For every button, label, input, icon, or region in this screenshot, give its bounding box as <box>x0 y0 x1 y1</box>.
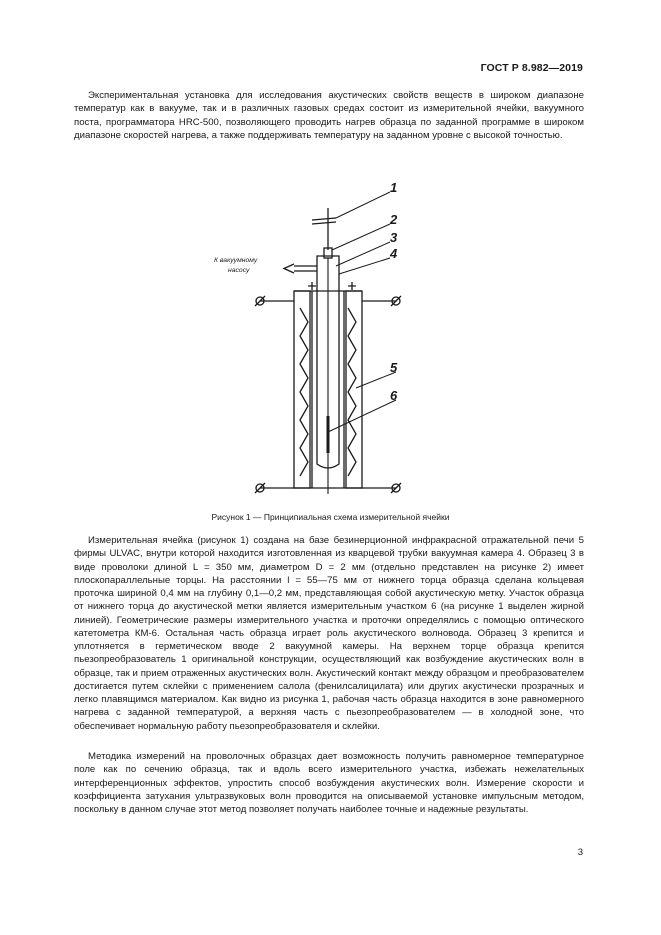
label-6: 6 <box>390 388 398 403</box>
label-3: 3 <box>390 230 398 245</box>
heater-right <box>348 308 356 476</box>
paragraph-method: Методика измерений на проволочных образцах дает возможность получить равномерное температурное поле как по сечению образца, так и вдоль всего измерительного участка, избежать нежелательных интерференционных эффектов, упростить способ возбуждения акустических волн. Измерение скорости и коэффициента затухания ультразвуковых волн проводится на описываемой установке импульсным методом, поскольку в данном случае этот метод позволяет получать наиболее точные и надежные результаты. <box>74 751 584 815</box>
pump-label-line2: насосу <box>228 267 250 274</box>
label-2: 2 <box>390 212 398 227</box>
paragraph-setup: Экспериментальная установка для исследования акустических свойств веществ в широком диапазоне температур как в вакууме, так и в различных газовых средах состоит из измерительной ячейки, вакуумного поста, программатора HRC-500, позволяющего проводить нагрев образца по заданной программе в широком диапазоне скоростей нагрева, а также поддерживать температуру на заданном уровне с высокой точностью. <box>74 90 584 141</box>
paragraph-cell-description: Измерительная ячейка (рисунок 1) создана на базе безинерционной инфракрасной отражательной печи 5 фирмы ULVAC, внутри которой находится изготовленная из кварцевой трубки вакуумная камера 4. Образец 3 в виде проволоки длиной L = 350 мм, диаметром D = 2 мм (отдельно представлен на рисунке 2) имеет плоскопараллельные торцы. На расстоянии l = 55—75 мм от нижнего торца образца сделана кольцевая проточка шириной 0,4 мм на глубину 0,1—0,2 мм, представляющая собой акустическую метку. Участок образца от нижнего торца до акустической метки является измерительным участком 6 (на рисунке 1 выделен жирной линией). Геометрические размеры измерительного участка и проточки определялись с помощью оптического катетометра КМ-6. Остальная часть образца играет роль акустического волновода. Образец 3 крепится и уплотняется в герметическом вводе 2 вакуумной камеры. На верхнем торце образца крепится пьезопреобразователь 1 оригинальной конструкции, осуществляющий как возбуждение акустических волн в образце, так и прием отраженных акустических волн. Акустический контакт между образцом и преобразователем достигается путем склейки с применением салола (фенилсалицилата) или других акустически прозрачных и легко плавящимся материалом. Как видно из рисунка 1, рабочая часть образца находится в зоне равномерного нагрева с заданной температурой, а верхняя часть с пьезопреобразователем — в холодной зоне, что обеспечивает нормальную работу пьезопреобразователя и склейки. <box>74 535 584 732</box>
label-4: 4 <box>390 246 398 261</box>
label-1: 1 <box>390 180 398 195</box>
heater-left <box>300 308 308 476</box>
label-5: 5 <box>390 360 398 375</box>
page-number: 3 <box>577 847 583 858</box>
measuring-cell-diagram <box>200 178 440 500</box>
figure-caption: Рисунок 1 — Принципиальная схема измерительной ячейки <box>211 512 450 522</box>
transducer-wire <box>312 218 336 220</box>
document-header: ГОСТ Р 8.982—2019 <box>480 62 583 74</box>
figure-measuring-cell <box>200 178 440 500</box>
pump-label-line1: К вакуумному <box>214 257 258 264</box>
pump-outlet <box>294 266 317 271</box>
